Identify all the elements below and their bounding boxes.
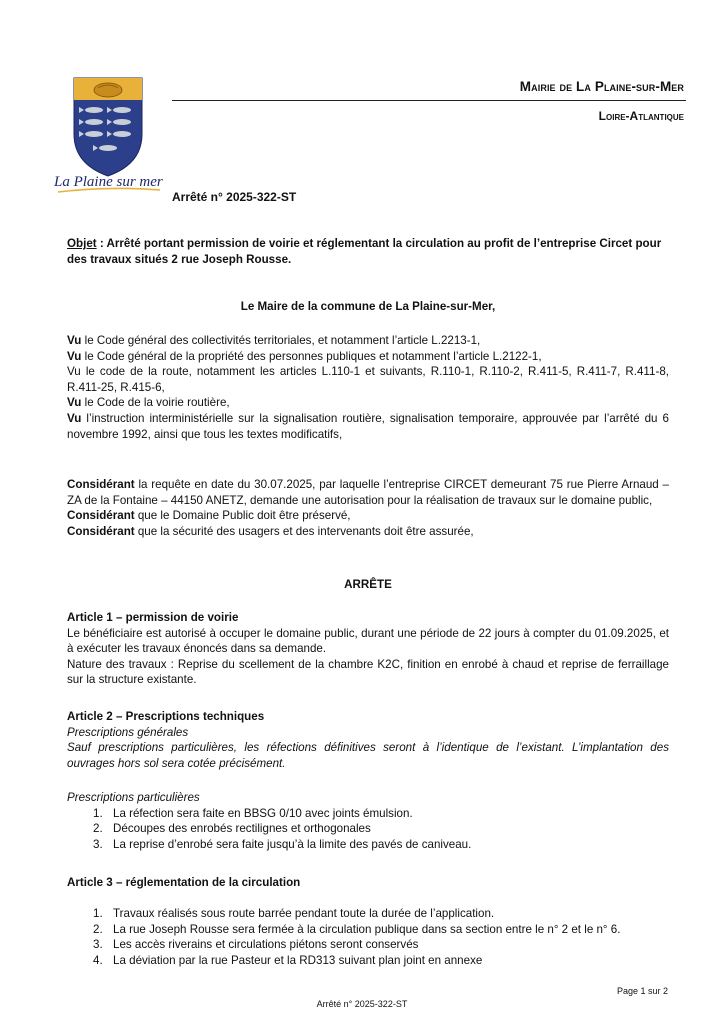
article-2 xyxy=(67,709,669,771)
list-number: 3. xyxy=(93,938,103,952)
considerant-block xyxy=(67,477,669,539)
region-title: Loire-Atlantique xyxy=(598,109,684,123)
vu-item xyxy=(67,364,669,395)
circulation-list xyxy=(67,906,669,968)
vu-text: l’instruction interministérielle sur la signalisation routière, signalisation temporaire, approuvée par l’arrêté du 6 novembre 1992, ainsi que tous les textes modificatifs, xyxy=(67,411,669,441)
vu-item xyxy=(67,411,669,442)
list-number: 1. xyxy=(93,907,103,920)
vu-keyword: Vu xyxy=(67,334,82,347)
list-number: 1. xyxy=(93,806,103,820)
list-number: 4. xyxy=(93,953,103,967)
article-1-title: Article 1 – permission de voirie xyxy=(67,611,239,624)
list-number: 2. xyxy=(93,822,103,836)
article-1-paragraph: Le bénéficiaire est autorisé à occuper le domaine public, durant une période de 22 jours à compter du 01.09.2025, et à exécuter les travaux énoncés dans sa demande. xyxy=(67,626,669,656)
list-item xyxy=(67,906,669,922)
logo-wordmark: La Plaine sur mer xyxy=(54,174,163,190)
circulation-list-block xyxy=(67,906,669,968)
considerant-keyword: Considérant xyxy=(67,509,135,523)
vu-item xyxy=(67,349,669,365)
article-3 xyxy=(67,875,669,891)
considerant-keyword: Considérant xyxy=(67,524,135,538)
article-1 xyxy=(67,610,669,688)
list-text: La déviation par la rue Pasteur et la RD313 suivant plan joint en annexe xyxy=(113,953,483,967)
considerant-item xyxy=(67,477,669,508)
vu-text: le Code général des collectivités territoriales, et notamment l’article L.2213-1, xyxy=(81,334,481,347)
article-3-title: Article 3 – réglementation de la circulation xyxy=(67,876,301,889)
considerant-keyword: Considérant xyxy=(67,478,135,491)
list-number: 2. xyxy=(93,922,103,936)
vu-keyword: Vu xyxy=(67,396,82,410)
list-text: Travaux réalisés sous route barrée pendant toute la durée de l’application. xyxy=(113,907,495,920)
objet-separator: : xyxy=(96,237,107,250)
considerant-text: que la sécurité des usagers et des intervenants doit être assurée, xyxy=(134,524,474,538)
vu-block xyxy=(67,333,669,442)
list-item xyxy=(67,821,669,837)
list-item xyxy=(67,806,669,822)
prescriptions-particulieres-title: Prescriptions particulières xyxy=(67,791,200,804)
list-item xyxy=(67,937,669,953)
considerant-text: la requête en date du 30.07.2025, par laquelle l’entreprise CIRCET demeurant 75 rue Pierre Arnaud – ZA de la Fontaine – 44150 ANETZ, demande une autorisation pour la réalisation de travaux sur le domaine public, xyxy=(67,478,669,507)
header-divider xyxy=(172,100,686,101)
page-number: Page 1 sur 2 xyxy=(616,986,668,996)
objet-label: Objet xyxy=(67,237,97,250)
article-1-nature: Nature des travaux : Reprise du scellement de la chambre K2C, finition en enrobé à chaud et reprise de ferraillage sur la structure existante. xyxy=(67,657,669,687)
list-text: La rue Joseph Rousse sera fermée à la circulation publique dans sa section entre le n° 2 et le n° 6. xyxy=(113,922,621,936)
list-number: 3. xyxy=(93,837,103,851)
footer-reference: Arrêté n° 2025-322-ST xyxy=(316,999,408,1009)
vu-keyword: Vu xyxy=(67,411,82,425)
vu-text: le Code général de la propriété des personnes publiques et notamment l’article L.2122-1, xyxy=(81,349,542,363)
arrete-heading: ARRÊTE xyxy=(344,578,392,591)
vu-item xyxy=(67,333,669,349)
article-2-title: Article 2 – Prescriptions techniques xyxy=(67,710,265,723)
list-text: Les accès riverains et circulations piétons seront conservés xyxy=(113,938,419,952)
coat-of-arms-icon xyxy=(52,76,164,196)
considerant-item xyxy=(67,524,669,540)
municipal-logo xyxy=(52,76,164,196)
list-text: La reprise d’enrobé sera faite jusqu’à la limite des pavés de caniveau. xyxy=(113,837,472,851)
vu-keyword: Vu xyxy=(67,365,81,379)
prescriptions-generales-text: Sauf prescriptions particulières, les réfections définitives seront à l’identique de l’existant. L’implantation des ouvrages hors sol sera cotée précisément. xyxy=(67,741,669,770)
vu-keyword: Vu xyxy=(67,349,82,363)
objet-block xyxy=(67,236,669,267)
vu-item xyxy=(67,395,669,411)
list-text: Découpes des enrobés rectilignes et orthogonales xyxy=(113,822,371,836)
mairie-title: Mairie de La Plaine-sur-Mer xyxy=(519,79,684,94)
vu-text: le Code de la voirie routière, xyxy=(81,396,230,410)
list-item xyxy=(67,922,669,938)
objet-text: Arrêté portant permission de voirie et réglementant la circulation au profit de l’entreprise Circet pour des travaux situés 2 rue Joseph Rousse. xyxy=(67,237,662,266)
list-text: La réfection sera faite en BBSG 0/10 avec joints émulsion. xyxy=(113,806,413,820)
considerant-text: que le Domaine Public doit être préservé, xyxy=(134,509,351,523)
arrete-number: Arrêté n° 2025-322-ST xyxy=(172,190,297,204)
considerant-item xyxy=(67,508,669,524)
maire-line: Le Maire de la commune de La Plaine-sur-Mer, xyxy=(240,300,496,313)
list-item xyxy=(67,953,669,969)
prescriptions-generales-title: Prescriptions générales xyxy=(67,725,189,739)
list-item xyxy=(67,837,669,853)
prescriptions-particulieres xyxy=(67,790,669,852)
prescriptions-list xyxy=(67,806,669,853)
vu-text: le code de la route, notamment les articles L.110-1 et suivants, R.110-1, R.110-2, R.411-5, R.411-7, R.411-8, R.411-25, R.415-6, xyxy=(67,365,669,394)
